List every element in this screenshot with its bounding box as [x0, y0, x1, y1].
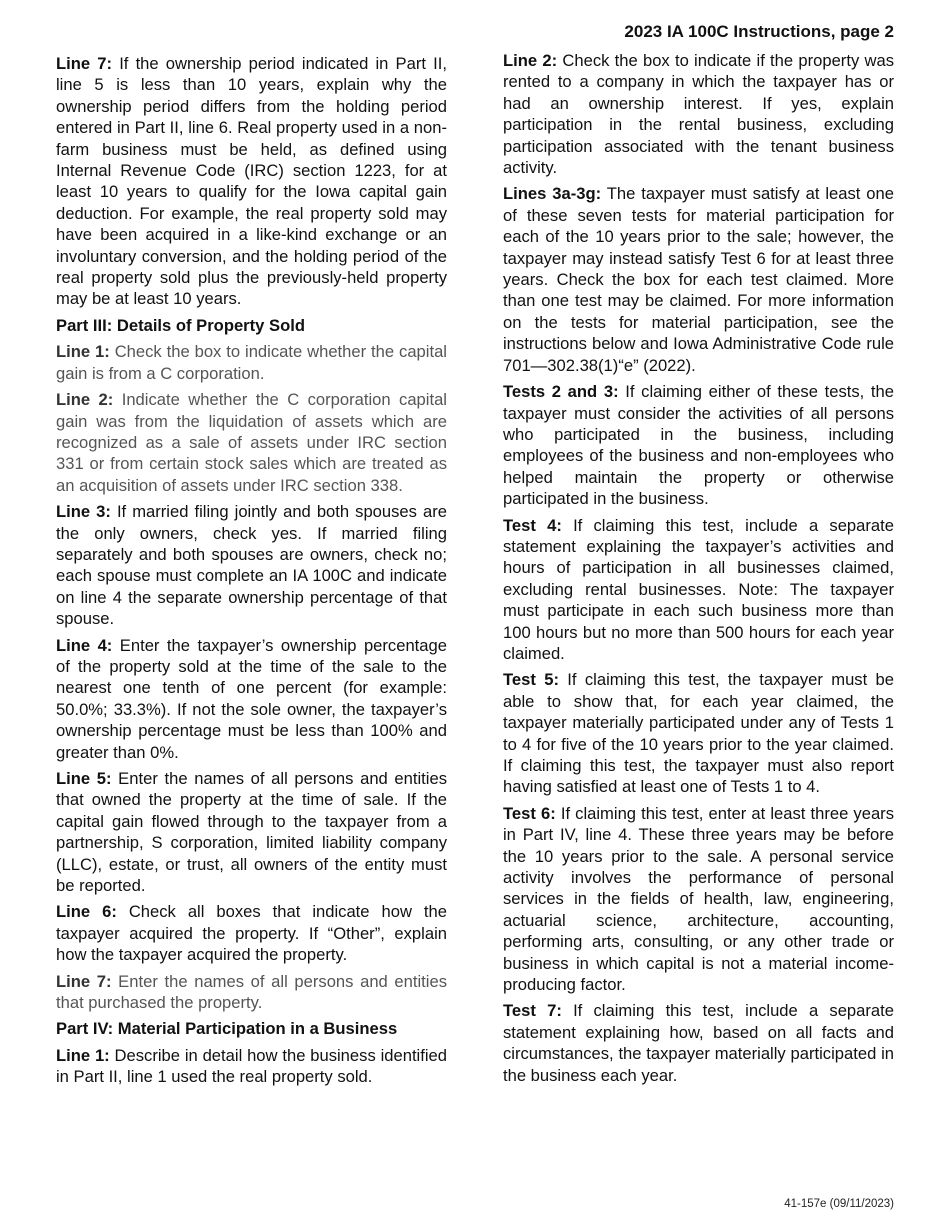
part3-line7-paragraph: [56, 971, 447, 1014]
part4-lines3-paragraph: [503, 183, 894, 376]
tests-2-3-text: If claiming either of these tests, the taxpayer must consider the activities of all persons who participated in the business, including employees of the business and non-employees who helped maintain the property or otherwise participated in the business.: [503, 382, 894, 509]
test-7-label: Test 7:: [503, 1001, 562, 1021]
part3-line4-text: Enter the taxpayer’s ownership percentage of the property sold at the time of the sale to the nearest one tenth of one percent (for example: 50.0%; 33.3%). If not the sole owner, the taxpayer’s ownership percentage must be less than 100% and greater than 0%.: [56, 635, 447, 762]
right-column: [503, 50, 894, 1091]
part4-line1-text: Describe in detail how the business identified in Part II, line 1 used the real property sold.: [56, 1045, 447, 1087]
test-6-paragraph: [503, 803, 894, 996]
test-5-paragraph: [503, 669, 894, 797]
part4-line2-label: Line 2:: [503, 51, 558, 70]
part3-line6-text: Check all boxes that indicate how the taxpayer acquired the property. If “Other”, explain how the taxpayer acquired the property.: [56, 902, 447, 965]
test-5-text: If claiming this test, the taxpayer must be able to show that, for each year claimed, the taxpayer materially participated under any of Tests 1 to 4 for five of the 10 years prior to the year claimed. If claiming this test, the taxpayer must also report having satisfied at least one of Tests 1 to 4.: [503, 670, 894, 797]
part3-line7-label: Line 7:: [56, 971, 112, 991]
test-6-label: Test 6:: [503, 803, 556, 823]
part2-line7-paragraph: [56, 53, 447, 310]
part3-line5-label: Line 5:: [56, 769, 112, 788]
part4-line1-paragraph: [56, 1045, 447, 1088]
form-id-footer: 41-157e (09/11/2023): [784, 1198, 894, 1210]
part4-lines3-label: Lines 3a-3g:: [503, 184, 602, 204]
test-4-label: Test 4:: [503, 515, 562, 535]
part3-title: Part III: Details of Property Sold: [56, 315, 305, 335]
page-header-title: 2023 IA 100C Instructions, page 2: [624, 22, 894, 41]
part3-line4-paragraph: [56, 635, 447, 763]
part2-line7-text: If the ownership period indicated in Part II, line 5 is less than 10 years, explain why the ownership period differs from the holding period entered in Part II, line 6. Real property used in a non-farm business must be held, as defined using Internal Revenue Code (IRC) section 1223, for at least 10 years to qualify for the Iowa capital gain deduction. For example, the real property sold may have been acquired in a like-kind exchange or an involuntary conversion, and the holding period of the real property sold plus the previously-held property may be at least 10 years.: [56, 54, 447, 309]
left-column: [56, 53, 447, 1093]
part3-line2-paragraph: [56, 389, 447, 496]
part3-line2-text: Indicate whether the C corporation capital gain was from the liquidation of assets which are recognized as a sale of assets under IRC section 331 or from certain stock sales which are treated as an acquisition of assets under IRC section 338.: [56, 390, 447, 495]
part3-line6-paragraph: [56, 901, 447, 965]
tests-2-3-label: Tests 2 and 3:: [503, 382, 619, 402]
part4-line2-text: Check the box to indicate if the property was rented to a company in which the taxpayer has or had an ownership interest. If yes, explain participation in the rental business, excluding participation associated with the tenant business activity.: [503, 51, 894, 178]
test-4-text: If claiming this test, include a separate statement explaining the taxpayer’s activities and hours of participation in all businesses claimed, excluding rental businesses. Note: The taxpayer must participate in each such business more than 100 hours but no more than 500 hours for each year claimed.: [503, 515, 894, 663]
part3-line4-label: Line 4:: [56, 635, 113, 655]
part4-line2-paragraph: [503, 50, 894, 178]
part3-line3-label: Line 3:: [56, 502, 111, 522]
part3-line1-label: Line 1:: [56, 342, 110, 362]
part4-lines3-text: The taxpayer must satisfy at least one of these seven tests for material participation for each of the 10 years prior to the sale; however, the taxpayer may instead satisfy Test 6 for at least three years. Check the box for each test claimed. More than one test may be claimed. For more information on the tests for material participation, see the instructions below and Iowa Administrative Code rule 701—302.38(1)“e” (2022).: [503, 184, 894, 375]
test-7-text: If claiming this test, include a separate statement explaining how, based on all facts and circumstances, the taxpayer materially participated in the business each year.: [503, 1001, 894, 1085]
part4-line1-label: Line 1:: [56, 1045, 110, 1065]
tests-2-3-paragraph: [503, 381, 894, 509]
test-6-text: If claiming this test, enter at least three years in Part IV, line 4. These three years may be before the 10 years prior to the sale. A personal service activity involves the performance of personal services in the fields of health, law, engineering, actuarial science, architecture, accounting, performing arts, consulting, or any other trade or business in which capital is not a material income-producing factor.: [503, 803, 894, 995]
part3-line2-label: Line 2:: [56, 390, 114, 410]
part3-line3-paragraph: [56, 501, 447, 629]
part3-line7-text: Enter the names of all persons and entities that purchased the property.: [56, 971, 448, 1013]
part3-line3-text: If married filing jointly and both spouses are the only owners, check yes. If married filing separately and both spouses are owners, check no; each spouse must complete an IA 100C and indicate on line 4 the separate ownership percentage of that spouse.: [56, 502, 447, 629]
part3-line1-paragraph: [56, 341, 447, 384]
part2-line7-label: Line 7:: [56, 54, 113, 73]
part3-line1-text: Check the box to indicate whether the capital gain is from a C corporation.: [56, 342, 447, 383]
part3-line6-label: Line 6:: [56, 902, 117, 922]
part3-line5-paragraph: [56, 768, 447, 896]
part3-line5-text: Enter the names of all persons and entities that owned the property at the time of sale. If the capital gain flowed through to the taxpayer from a partnership, S corporation, limited liability company (LLC), estate, or trust, all owners of the entity must be reported.: [56, 769, 448, 896]
part4-title: Part IV: Material Participation in a Business: [56, 1019, 398, 1039]
test-5-label: Test 5:: [503, 670, 559, 690]
test-4-paragraph: [503, 515, 894, 665]
test-7-paragraph: [503, 1000, 894, 1086]
